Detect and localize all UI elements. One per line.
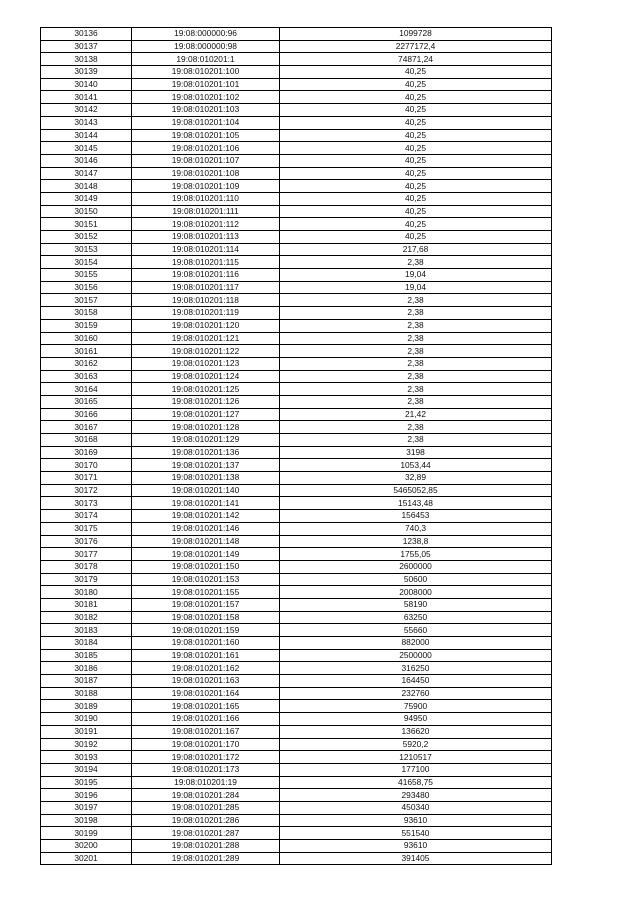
value-cell: 2,38 — [280, 421, 552, 434]
cadastral-number-cell: 19:08:010201:162 — [132, 662, 280, 675]
value-cell: 40,25 — [280, 116, 552, 129]
table-row — [41, 472, 552, 485]
value-cell: 2,38 — [280, 370, 552, 383]
table-row — [41, 357, 552, 370]
row-number-cell: 30198 — [41, 814, 132, 827]
row-number-cell: 30164 — [41, 383, 132, 396]
value-cell: 450340 — [280, 801, 552, 814]
table-row — [41, 637, 552, 650]
cadastral-number-cell: 19:08:010201:142 — [132, 510, 280, 523]
cadastral-number-cell: 19:08:010201:120 — [132, 319, 280, 332]
table-row — [41, 142, 552, 155]
row-number-cell: 30196 — [41, 789, 132, 802]
value-cell: 293480 — [280, 789, 552, 802]
table-row — [41, 801, 552, 814]
cadastral-number-cell: 19:08:010201:107 — [132, 154, 280, 167]
cadastral-number-cell: 19:08:010201:106 — [132, 142, 280, 155]
value-cell: 316250 — [280, 662, 552, 675]
table-row — [41, 459, 552, 472]
row-number-cell: 30165 — [41, 395, 132, 408]
value-cell: 2,38 — [280, 332, 552, 345]
cadastral-number-cell: 19:08:010201:161 — [132, 649, 280, 662]
table-row — [41, 40, 552, 53]
value-cell: 232760 — [280, 687, 552, 700]
value-cell: 391405 — [280, 852, 552, 865]
table-row — [41, 789, 552, 802]
cadastral-number-cell: 19:08:010201:104 — [132, 116, 280, 129]
row-number-cell: 30199 — [41, 827, 132, 840]
row-number-cell: 30189 — [41, 700, 132, 713]
value-cell: 55660 — [280, 624, 552, 637]
table-row — [41, 91, 552, 104]
row-number-cell: 30149 — [41, 192, 132, 205]
value-cell: 164450 — [280, 675, 552, 688]
value-cell: 40,25 — [280, 180, 552, 193]
cadastral-number-cell: 19:08:010201:119 — [132, 307, 280, 320]
table-row — [41, 598, 552, 611]
row-number-cell: 30180 — [41, 586, 132, 599]
value-cell: 21,42 — [280, 408, 552, 421]
table-row — [41, 649, 552, 662]
table-row — [41, 231, 552, 244]
row-number-cell: 30194 — [41, 763, 132, 776]
value-cell: 2277172,4 — [280, 40, 552, 53]
cadastral-number-cell: 19:08:010201:284 — [132, 789, 280, 802]
value-cell: 2,38 — [280, 294, 552, 307]
value-cell: 40,25 — [280, 104, 552, 117]
row-number-cell: 30150 — [41, 205, 132, 218]
table-row — [41, 28, 552, 41]
row-number-cell: 30187 — [41, 675, 132, 688]
cadastral-number-cell: 19:08:010201:155 — [132, 586, 280, 599]
value-cell: 5465052,85 — [280, 484, 552, 497]
table-row — [41, 319, 552, 332]
value-cell: 5920,2 — [280, 738, 552, 751]
cadastral-number-cell: 19:08:010201:172 — [132, 751, 280, 764]
row-number-cell: 30172 — [41, 484, 132, 497]
cadastral-number-cell: 19:08:010201:117 — [132, 281, 280, 294]
value-cell: 2,38 — [280, 357, 552, 370]
cadastral-number-cell: 19:08:010201:159 — [132, 624, 280, 637]
cadastral-number-cell: 19:08:010201:146 — [132, 522, 280, 535]
value-cell: 32,89 — [280, 472, 552, 485]
value-cell: 93610 — [280, 840, 552, 853]
table-row — [41, 535, 552, 548]
cadastral-number-cell: 19:08:010201:170 — [132, 738, 280, 751]
value-cell: 63250 — [280, 611, 552, 624]
cadastral-number-cell: 19:08:010201:102 — [132, 91, 280, 104]
table-row — [41, 180, 552, 193]
cadastral-number-cell: 19:08:010201:122 — [132, 345, 280, 358]
cadastral-number-cell: 19:08:010201:128 — [132, 421, 280, 434]
row-number-cell: 30183 — [41, 624, 132, 637]
cadastral-number-cell: 19:08:010201:138 — [132, 472, 280, 485]
table-row — [41, 840, 552, 853]
table-row — [41, 53, 552, 66]
value-cell: 2,38 — [280, 434, 552, 447]
table-row — [41, 522, 552, 535]
cadastral-number-cell: 19:08:010201:100 — [132, 66, 280, 79]
row-number-cell: 30176 — [41, 535, 132, 548]
table-row — [41, 687, 552, 700]
cadastral-number-cell: 19:08:010201:121 — [132, 332, 280, 345]
value-cell: 1053,44 — [280, 459, 552, 472]
row-number-cell: 30138 — [41, 53, 132, 66]
cadastral-number-cell: 19:08:010201:124 — [132, 370, 280, 383]
cadastral-number-cell: 19:08:010201:113 — [132, 231, 280, 244]
cadastral-number-cell: 19:08:010201:163 — [132, 675, 280, 688]
row-number-cell: 30158 — [41, 307, 132, 320]
row-number-cell: 30146 — [41, 154, 132, 167]
cadastral-number-cell: 19:08:010201:164 — [132, 687, 280, 700]
row-number-cell: 30167 — [41, 421, 132, 434]
value-cell: 40,25 — [280, 218, 552, 231]
row-number-cell: 30152 — [41, 231, 132, 244]
table-row — [41, 332, 552, 345]
value-cell: 2500000 — [280, 649, 552, 662]
value-cell: 58190 — [280, 598, 552, 611]
value-cell: 217,68 — [280, 243, 552, 256]
row-number-cell: 30175 — [41, 522, 132, 535]
row-number-cell: 30151 — [41, 218, 132, 231]
table-body — [41, 28, 552, 865]
value-cell: 2,38 — [280, 319, 552, 332]
value-cell: 93610 — [280, 814, 552, 827]
cadastral-number-cell: 19:08:010201:289 — [132, 852, 280, 865]
value-cell: 74871,24 — [280, 53, 552, 66]
cadastral-number-cell: 19:08:010201:118 — [132, 294, 280, 307]
cadastral-number-cell: 19:08:010201:127 — [132, 408, 280, 421]
table-row — [41, 763, 552, 776]
cadastral-number-cell: 19:08:000000:98 — [132, 40, 280, 53]
table-row — [41, 662, 552, 675]
table-row — [41, 154, 552, 167]
row-number-cell: 30185 — [41, 649, 132, 662]
row-number-cell: 30160 — [41, 332, 132, 345]
table-row — [41, 700, 552, 713]
row-number-cell: 30188 — [41, 687, 132, 700]
table-row — [41, 852, 552, 865]
cadastral-number-cell: 19:08:010201:101 — [132, 78, 280, 91]
table-row — [41, 269, 552, 282]
value-cell: 2,38 — [280, 307, 552, 320]
row-number-cell: 30170 — [41, 459, 132, 472]
value-cell: 40,25 — [280, 91, 552, 104]
value-cell: 156453 — [280, 510, 552, 523]
row-number-cell: 30184 — [41, 637, 132, 650]
row-number-cell: 30139 — [41, 66, 132, 79]
row-number-cell: 30193 — [41, 751, 132, 764]
value-cell: 551540 — [280, 827, 552, 840]
cadastral-number-cell: 19:08:010201:116 — [132, 269, 280, 282]
value-cell: 40,25 — [280, 154, 552, 167]
row-number-cell: 30148 — [41, 180, 132, 193]
cadastral-number-cell: 19:08:010201:137 — [132, 459, 280, 472]
table-row — [41, 345, 552, 358]
table-row — [41, 548, 552, 561]
row-number-cell: 30166 — [41, 408, 132, 421]
row-number-cell: 30174 — [41, 510, 132, 523]
table-row — [41, 814, 552, 827]
value-cell: 41658,75 — [280, 776, 552, 789]
table-row — [41, 66, 552, 79]
row-number-cell: 30178 — [41, 560, 132, 573]
value-cell: 40,25 — [280, 231, 552, 244]
cadastral-number-cell: 19:08:010201:123 — [132, 357, 280, 370]
row-number-cell: 30169 — [41, 446, 132, 459]
value-cell: 19,04 — [280, 281, 552, 294]
row-number-cell: 30142 — [41, 104, 132, 117]
cadastral-number-cell: 19:08:010201:125 — [132, 383, 280, 396]
row-number-cell: 30161 — [41, 345, 132, 358]
table-row — [41, 624, 552, 637]
value-cell: 882000 — [280, 637, 552, 650]
value-cell: 75900 — [280, 700, 552, 713]
cadastral-number-cell: 19:08:010201:103 — [132, 104, 280, 117]
table-row — [41, 725, 552, 738]
table-row — [41, 383, 552, 396]
cadastral-number-cell: 19:08:010201:158 — [132, 611, 280, 624]
row-number-cell: 30181 — [41, 598, 132, 611]
value-cell: 40,25 — [280, 192, 552, 205]
table-row — [41, 446, 552, 459]
value-cell: 40,25 — [280, 66, 552, 79]
value-cell: 1210517 — [280, 751, 552, 764]
cadastral-number-cell: 19:08:010201:110 — [132, 192, 280, 205]
cadastral-number-cell: 19:08:010201:286 — [132, 814, 280, 827]
table-row — [41, 497, 552, 510]
cadastral-number-cell: 19:08:010201:112 — [132, 218, 280, 231]
table-row — [41, 776, 552, 789]
value-cell: 1755,05 — [280, 548, 552, 561]
row-number-cell: 30192 — [41, 738, 132, 751]
row-number-cell: 30163 — [41, 370, 132, 383]
table-row — [41, 104, 552, 117]
cadastral-number-cell: 19:08:010201:1 — [132, 53, 280, 66]
value-cell: 740,3 — [280, 522, 552, 535]
row-number-cell: 30162 — [41, 357, 132, 370]
table-row — [41, 560, 552, 573]
table-row — [41, 713, 552, 726]
row-number-cell: 30153 — [41, 243, 132, 256]
cadastral-number-cell: 19:08:010201:160 — [132, 637, 280, 650]
cadastral-number-cell: 19:08:010201:141 — [132, 497, 280, 510]
cadastral-number-cell: 19:08:010201:165 — [132, 700, 280, 713]
row-number-cell: 30137 — [41, 40, 132, 53]
table-row — [41, 751, 552, 764]
table-row — [41, 294, 552, 307]
table-row — [41, 218, 552, 231]
cadastral-number-cell: 19:08:010201:105 — [132, 129, 280, 142]
table-row — [41, 129, 552, 142]
cadastral-number-cell: 19:08:010201:157 — [132, 598, 280, 611]
value-cell: 2,38 — [280, 383, 552, 396]
cadastral-number-cell: 19:08:010201:166 — [132, 713, 280, 726]
row-number-cell: 30145 — [41, 142, 132, 155]
cadastral-number-cell: 19:08:010201:111 — [132, 205, 280, 218]
value-cell: 40,25 — [280, 142, 552, 155]
cadastral-number-cell: 19:08:010201:148 — [132, 535, 280, 548]
table-row — [41, 586, 552, 599]
value-cell: 15143,48 — [280, 497, 552, 510]
value-cell: 40,25 — [280, 78, 552, 91]
table-row — [41, 370, 552, 383]
row-number-cell: 30157 — [41, 294, 132, 307]
table-row — [41, 395, 552, 408]
cadastral-number-cell: 19:08:010201:167 — [132, 725, 280, 738]
cadastral-number-cell: 19:08:010201:126 — [132, 395, 280, 408]
table-row — [41, 205, 552, 218]
row-number-cell: 30190 — [41, 713, 132, 726]
table-row — [41, 256, 552, 269]
table-row — [41, 116, 552, 129]
row-number-cell: 30177 — [41, 548, 132, 561]
cadastral-number-cell: 19:08:010201:287 — [132, 827, 280, 840]
row-number-cell: 30156 — [41, 281, 132, 294]
table-row — [41, 484, 552, 497]
value-cell: 2,38 — [280, 345, 552, 358]
row-number-cell: 30179 — [41, 573, 132, 586]
cadastral-number-cell: 19:08:010201:129 — [132, 434, 280, 447]
table-row — [41, 281, 552, 294]
row-number-cell: 30171 — [41, 472, 132, 485]
row-number-cell: 30159 — [41, 319, 132, 332]
value-cell: 40,25 — [280, 205, 552, 218]
table-row — [41, 827, 552, 840]
table-row — [41, 307, 552, 320]
cadastral-number-cell: 19:08:010201:150 — [132, 560, 280, 573]
value-cell: 1099728 — [280, 28, 552, 41]
cadastral-number-cell: 19:08:010201:109 — [132, 180, 280, 193]
row-number-cell: 30191 — [41, 725, 132, 738]
row-number-cell: 30201 — [41, 852, 132, 865]
value-cell: 40,25 — [280, 167, 552, 180]
row-number-cell: 30147 — [41, 167, 132, 180]
value-cell: 94950 — [280, 713, 552, 726]
table-row — [41, 243, 552, 256]
table-row — [41, 573, 552, 586]
row-number-cell: 30154 — [41, 256, 132, 269]
row-number-cell: 30168 — [41, 434, 132, 447]
table-row — [41, 408, 552, 421]
value-cell: 2008000 — [280, 586, 552, 599]
cadastral-number-cell: 19:08:010201:136 — [132, 446, 280, 459]
table-row — [41, 421, 552, 434]
table-row — [41, 167, 552, 180]
cadastral-number-cell: 19:08:010201:149 — [132, 548, 280, 561]
table-row — [41, 78, 552, 91]
value-cell: 136620 — [280, 725, 552, 738]
value-cell: 2,38 — [280, 256, 552, 269]
value-cell: 3198 — [280, 446, 552, 459]
row-number-cell: 30197 — [41, 801, 132, 814]
cadastral-number-cell: 19:08:010201:115 — [132, 256, 280, 269]
cadastral-number-cell: 19:08:010201:114 — [132, 243, 280, 256]
value-cell: 50600 — [280, 573, 552, 586]
table-row — [41, 611, 552, 624]
row-number-cell: 30155 — [41, 269, 132, 282]
value-cell: 19,04 — [280, 269, 552, 282]
cadastral-number-cell: 19:08:010201:173 — [132, 763, 280, 776]
row-number-cell: 30173 — [41, 497, 132, 510]
cadastral-number-cell: 19:08:000000:96 — [132, 28, 280, 41]
table-row — [41, 738, 552, 751]
cadastral-number-cell: 19:08:010201:288 — [132, 840, 280, 853]
cadastral-number-cell: 19:08:010201:19 — [132, 776, 280, 789]
value-cell: 2,38 — [280, 395, 552, 408]
row-number-cell: 30200 — [41, 840, 132, 853]
row-number-cell: 30195 — [41, 776, 132, 789]
row-number-cell: 30143 — [41, 116, 132, 129]
row-number-cell: 30136 — [41, 28, 132, 41]
table-row — [41, 675, 552, 688]
value-cell: 40,25 — [280, 129, 552, 142]
cadastral-number-cell: 19:08:010201:153 — [132, 573, 280, 586]
value-cell: 1238,8 — [280, 535, 552, 548]
value-cell: 177100 — [280, 763, 552, 776]
cadastral-number-cell: 19:08:010201:108 — [132, 167, 280, 180]
row-number-cell: 30141 — [41, 91, 132, 104]
table-row — [41, 510, 552, 523]
table-row — [41, 192, 552, 205]
row-number-cell: 30140 — [41, 78, 132, 91]
cadastral-number-cell: 19:08:010201:285 — [132, 801, 280, 814]
value-cell: 2600000 — [280, 560, 552, 573]
cadastral-number-cell: 19:08:010201:140 — [132, 484, 280, 497]
table-row — [41, 434, 552, 447]
row-number-cell: 30182 — [41, 611, 132, 624]
row-number-cell: 30186 — [41, 662, 132, 675]
data-table — [40, 27, 552, 865]
row-number-cell: 30144 — [41, 129, 132, 142]
